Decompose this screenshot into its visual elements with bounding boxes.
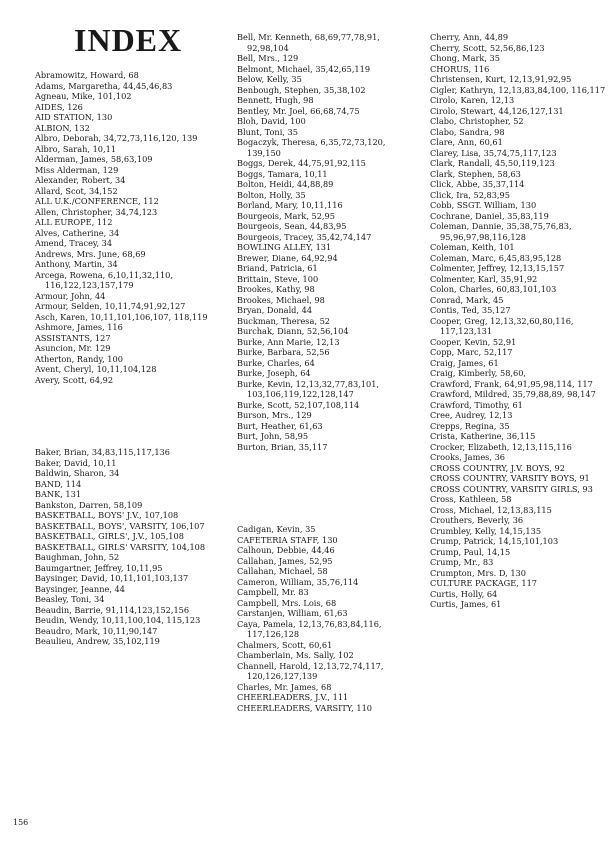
index-entry: Charles, Mr. James, 68 (237, 681, 332, 692)
index-entry: Brookes, Michael, 98 (237, 294, 325, 305)
index-entry: Burton, Brian, 35,117 (237, 441, 328, 452)
index-entry: Burke, Joseph, 64 (237, 368, 311, 378)
index-entry: Bolton, Holly, 35 (237, 189, 306, 200)
index-entry: BASKETBALL, BOYS', VARSITY, 106,107 (35, 520, 205, 531)
index-entry: Bell, Mr. Kenneth, 68,69,77,78,91, 92,98,104 (237, 32, 380, 53)
index-entry: Abramowitz, Howard, 68 (35, 70, 139, 80)
index-entry: Brittain, Steve, 100 (237, 273, 319, 284)
index-entry: Baysinger, Jeanne, 44 (35, 583, 125, 594)
index-entry: Avent, Cheryl, 10,11,104,128 (35, 364, 157, 374)
index-entry: BASKETBALL, GIRLS' VARSITY, 104,108 (35, 541, 206, 552)
index-column-1 (35, 70, 220, 647)
index-entry: Cadigan, Kevin, 35 (237, 524, 316, 534)
index-entry: Chamberlain, Ms. Sally, 102 (237, 650, 354, 660)
index-entry: AIDES, 126 (35, 101, 83, 112)
index-entry: Crumpton, Mrs. D, 130 (430, 567, 526, 578)
index-entry: Crawford, Mildred, 35,79,88,89, 98,147 (430, 389, 596, 399)
index-entry: Copp, Marc, 52,117 (430, 347, 513, 357)
index-entry: CAFETERIA STAFF, 130 (237, 534, 338, 545)
index-entry: Burt, Heather, 61,63 (237, 420, 323, 431)
index-entry: Burke, Ann Marie, 12,13 (237, 336, 340, 347)
index-entry: Bryan, Donald, 44 (237, 305, 313, 315)
index-entry: Amend, Tracey, 34 (35, 238, 113, 248)
index-entry: ALL EUROPE, 112 (35, 217, 113, 227)
index-entry: Boggs, Derek, 44,75,91,92,115 (237, 158, 366, 168)
index-entry: Baumgartner, Jeffrey, 10,11,95 (35, 562, 163, 573)
index-entry: Cirolo, Karen, 12,13 (430, 95, 515, 105)
index-entry: Beaudin, Barrie, 91,114,123,152,156 (35, 604, 190, 615)
index-entry: CROSS COUNTRY, VARSITY BOYS, 91 (430, 473, 590, 483)
index-entry: Christensen, Kurt, 12,13,91,92,95 (430, 74, 572, 84)
index-entry: Clabo, Christopher, 52 (430, 116, 524, 126)
index-entry: CHEERLEADERS, VARSITY, 110 (237, 702, 372, 713)
index-entry: Arcega, Rowena, 6,10,11,32,110, 116,122,123,157,179 (35, 269, 173, 290)
index-entry: Campbell, Mrs. Lois, 68 (237, 597, 337, 608)
index-column-2 (237, 32, 417, 713)
index-entry: Beudin, Wendy, 10,11,100,104, 115,123 (35, 615, 201, 625)
index-entry: Crump, Mr., 83 (430, 557, 494, 567)
index-entry: Armour, Selden, 10,11,74,91,92,127 (35, 301, 186, 311)
index-entry: BOWLING ALLEY, 131 (237, 242, 332, 252)
index-entry: Craig, Kimberly, 58,60, (430, 368, 527, 378)
index-entry: Cochrane, Daniel, 35,83,119 (430, 210, 549, 221)
index-entry: BAND, 114 (35, 478, 82, 489)
index-entry: Crouthers, Beverly, 36 (430, 515, 524, 525)
index-entry: Chalmers, Scott, 60,61 (237, 639, 333, 650)
index-entry: Caya, Pamela, 12,13,76,83,84,116, 117,126,128 (237, 618, 382, 639)
index-entry: Baysinger, David, 10,11,101,103,137 (35, 573, 189, 583)
index-entry: CROSS COUNTRY, VARSITY GIRLS, 93 (430, 483, 593, 494)
index-entry: Briand, Patricia, 61 (237, 263, 318, 273)
index-entry: Crumbley, Kelly, 14,15,135 (430, 525, 542, 536)
index-entry: Burke, Charles, 64 (237, 357, 315, 368)
index-entry: Bolton, Heidi, 44,88,89 (237, 179, 334, 189)
index-entry: Clare, Ann, 60,61 (430, 137, 503, 147)
index-column-3 (430, 32, 610, 610)
index-entry: ALBION, 132 (35, 122, 90, 133)
index-entry: Contis, Ted, 35,127 (430, 305, 511, 315)
index-entry: Crawford, Frank, 64,91,95,98,114, 117 (430, 378, 593, 389)
index-entry: Burke, Kevin, 12,13,32,77,83,101, 103,106,119,122,128,147 (237, 378, 380, 399)
index-entry: Baker, Brian, 34,83,115,117,136 (35, 447, 170, 457)
index-entry: Conrad, Mark, 45 (430, 294, 504, 305)
index-entry: Avery, Scott, 64,92 (35, 374, 114, 385)
index-entry: Miss Alderman, 129 (35, 164, 119, 175)
index-entry: Buckman, Theresa, 52 (237, 315, 331, 326)
index-entry: CROSS COUNTRY, J.V. BOYS, 92 (430, 462, 565, 473)
index-entry: Clabo, Sandra, 98 (430, 126, 505, 137)
index-entry: Bennett, Hugh, 98 (237, 95, 314, 105)
index-entry: Albro, Deborah, 34,72,73,116,120, 139 (35, 133, 198, 143)
index-entry: BASKETBALL, BOYS' J.V., 107,108 (35, 510, 179, 520)
index-entry: Clark, Randall, 45,50,119,123 (430, 158, 555, 168)
index-entry: Ashmore, James, 116 (35, 322, 123, 332)
index-entry: Asch, Karen, 10,11,101,106,107, 118,119 (35, 311, 208, 322)
index-entry: Brookes, Kathy, 98 (237, 284, 315, 294)
index-entry: AID STATION, 130 (35, 112, 113, 122)
index-entry: Colmenter, Karl, 35,91,92 (430, 273, 538, 284)
index-entry: Borland, Mary, 10,11,116 (237, 200, 343, 210)
index-entry: Cherry, Ann, 44,89 (430, 32, 509, 42)
index-entry: Coleman, Marc, 6,45,83,95,128 (430, 252, 562, 263)
index-entry: Armour, John, 44 (35, 290, 106, 301)
index-entry: CULTURE PACKAGE, 117 (430, 578, 538, 588)
index-entry: Alexander, Robert, 34 (35, 175, 126, 185)
index-entry: Anthony, Martin, 34 (35, 259, 118, 269)
index-entry: Burke, Barbara, 52,56 (237, 347, 330, 357)
index-entry: Allard, Scot, 34,152 (35, 185, 118, 196)
index-entry: Crocker, Elizabeth, 12,13,115,116 (430, 441, 572, 452)
index-entry: Crista, Katherine, 36,115 (430, 431, 536, 441)
index-entry: Adams, Margaretha, 44,45,46,83 (35, 80, 173, 91)
index-entry: Crump, Paul, 14,15 (430, 546, 511, 557)
index-entry: Bourgeois, Tracey, 35,42,74,147 (237, 231, 372, 242)
index-entry: Bourgeois, Sean, 44,83,95 (237, 221, 347, 231)
index-entry: Colon, Charles, 60,83,101,103 (430, 284, 557, 294)
index-entry: Benbough, Stephen, 35,38,102 (237, 84, 366, 95)
index-entry: Baldwin, Sharon, 34 (35, 468, 120, 478)
index-entry: Allen, Christopher, 34,74,123 (35, 206, 158, 217)
index-entry: Cirolo, Stewart, 44,126,127,131 (430, 105, 564, 116)
index-entry: BANK, 131 (35, 489, 82, 499)
index-entry: Bankston, Darren, 58,109 (35, 499, 143, 510)
index-entry: Atherton, Randy, 100 (35, 353, 123, 364)
page-number: 156 (13, 818, 29, 827)
index-entry: Andrews, Mrs. June, 68,69 (35, 248, 146, 259)
index-entry: Alderman, James, 58,63,109 (35, 154, 153, 164)
index-entry: Chong, Mark, 35 (430, 53, 500, 63)
index-entry: Campbell, Mr. 83 (237, 587, 309, 597)
index-entry: Blunt, Toni, 35 (237, 126, 298, 137)
index-entry: Brewer, Diane, 64,92,94 (237, 252, 338, 263)
index-entry: Craig, James, 61 (430, 357, 499, 368)
index-entry: Albro, Sarah, 10,11 (35, 143, 117, 154)
index-entry: Colmenter, Jeffrey, 12,13,15,157 (430, 263, 565, 273)
index-entry: Bloh, David, 100 (237, 116, 306, 126)
index-entry: ALL U.K./CONFERENCE, 112 (35, 196, 159, 206)
index-entry: Belmont, Michael, 35,42,65,119 (237, 63, 371, 74)
index-entry: Curtis, Holly, 64 (430, 588, 498, 599)
index-entry: Alves, Catherine, 34 (35, 227, 120, 238)
index-entry: Clarey, Lisa, 35,74,75,117,123 (430, 147, 557, 158)
index-entry: Click, Ira, 52,83,95 (430, 189, 510, 200)
index-entry: ASSISTANTS, 127 (35, 332, 111, 343)
index-entry: Cooper, Greg, 12,13,32,60,80,116, 117,123,131 (430, 315, 574, 336)
index-entry: Cooper, Kevin, 52,91 (430, 336, 517, 347)
index-entry: Burt, John, 58,95 (237, 431, 309, 441)
index-entry: Channell, Harold, 12,13,72,74,117, 120,126,127,139 (237, 660, 384, 681)
index-entry: Coleman, Keith, 101 (430, 242, 515, 252)
index-entry: Cigler, Kathryn, 12,13,83,84,100, 116,117 (430, 84, 606, 95)
index-entry: CHORUS, 116 (430, 63, 490, 74)
index-entry: Cameron, William, 35,76,114 (237, 576, 359, 587)
index-entry: Burson, Mrs., 129 (237, 410, 312, 420)
index-entry: CHEERLEADERS, J.V., 111 (237, 692, 349, 702)
index-entry: Callahan, Michael, 58 (237, 566, 328, 576)
index-entry: BASKETBALL, GIRLS', J.V., 105,108 (35, 531, 184, 541)
page-title: INDEX (74, 22, 183, 58)
index-entry: Cherry, Scott, 52,56,86,123 (430, 42, 545, 53)
index-entry: Crooks, James, 36 (430, 452, 506, 462)
index-entry: Crump, Patrick, 14,15,101,103 (430, 536, 559, 546)
index-entry: Bentley, Mr. Joel, 66,68,74,75 (237, 105, 360, 116)
index-entry: Burchak, Diann, 52,56,104 (237, 326, 349, 336)
index-entry: Curtis, James, 61 (430, 599, 502, 609)
index-entry: Beasley, Toni, 34 (35, 594, 105, 604)
index-entry: Crepps, Regina, 35 (430, 420, 510, 431)
index-entry: Cross, Michael, 12,13,83,115 (430, 504, 552, 515)
index-entry: Crawford, Timothy, 61 (430, 399, 523, 410)
index-entry: Carstanjen, William, 61,63 (237, 608, 348, 618)
index-entry: Cobb, SSGT. William, 130 (430, 200, 537, 210)
index-entry: Baughman, John, 52 (35, 552, 120, 562)
index-entry: Below, Kelly, 35 (237, 74, 302, 84)
index-entry: Clark, Stephen, 58,63 (430, 168, 521, 179)
index-entry: Bogaczyk, Theresa, 6,35,72,73,120, 139,150 (237, 137, 386, 158)
index-entry: Agneau, Mike, 101,102 (35, 91, 132, 101)
index-entry: Callahan, James, 52,95 (237, 555, 333, 566)
index-entry: Beaudro, Mark, 10,11,90,147 (35, 625, 158, 636)
index-entry: Boggs, Tamara, 10,11 (237, 168, 328, 179)
index-entry: Cree, Audrey, 12,13 (430, 410, 513, 420)
index-entry: Click, Abbe, 35,37,114 (430, 179, 525, 189)
index-entry: Coleman, Dannie, 35,38,75,76,83, 95,96,97,98,116,128 (430, 221, 572, 242)
index-entry: Cross, Kathleen, 58 (430, 494, 512, 504)
index-entry: Baker, David, 10,11 (35, 457, 117, 468)
index-entry: Bell, Mrs., 129 (237, 53, 299, 63)
index-entry: Beaulieu, Andrew, 35,102,119 (35, 636, 160, 646)
index-entry: Asuncion, Mr. 129 (35, 343, 111, 353)
letter-group-gap (237, 452, 417, 524)
index-entry: Bourgeois, Mark, 52,95 (237, 210, 335, 221)
index-entry: Calhoun, Debbie, 44,46 (237, 545, 335, 555)
letter-group-gap (35, 385, 220, 447)
index-entry: Burke, Scott, 52,107,108,114 (237, 399, 360, 410)
